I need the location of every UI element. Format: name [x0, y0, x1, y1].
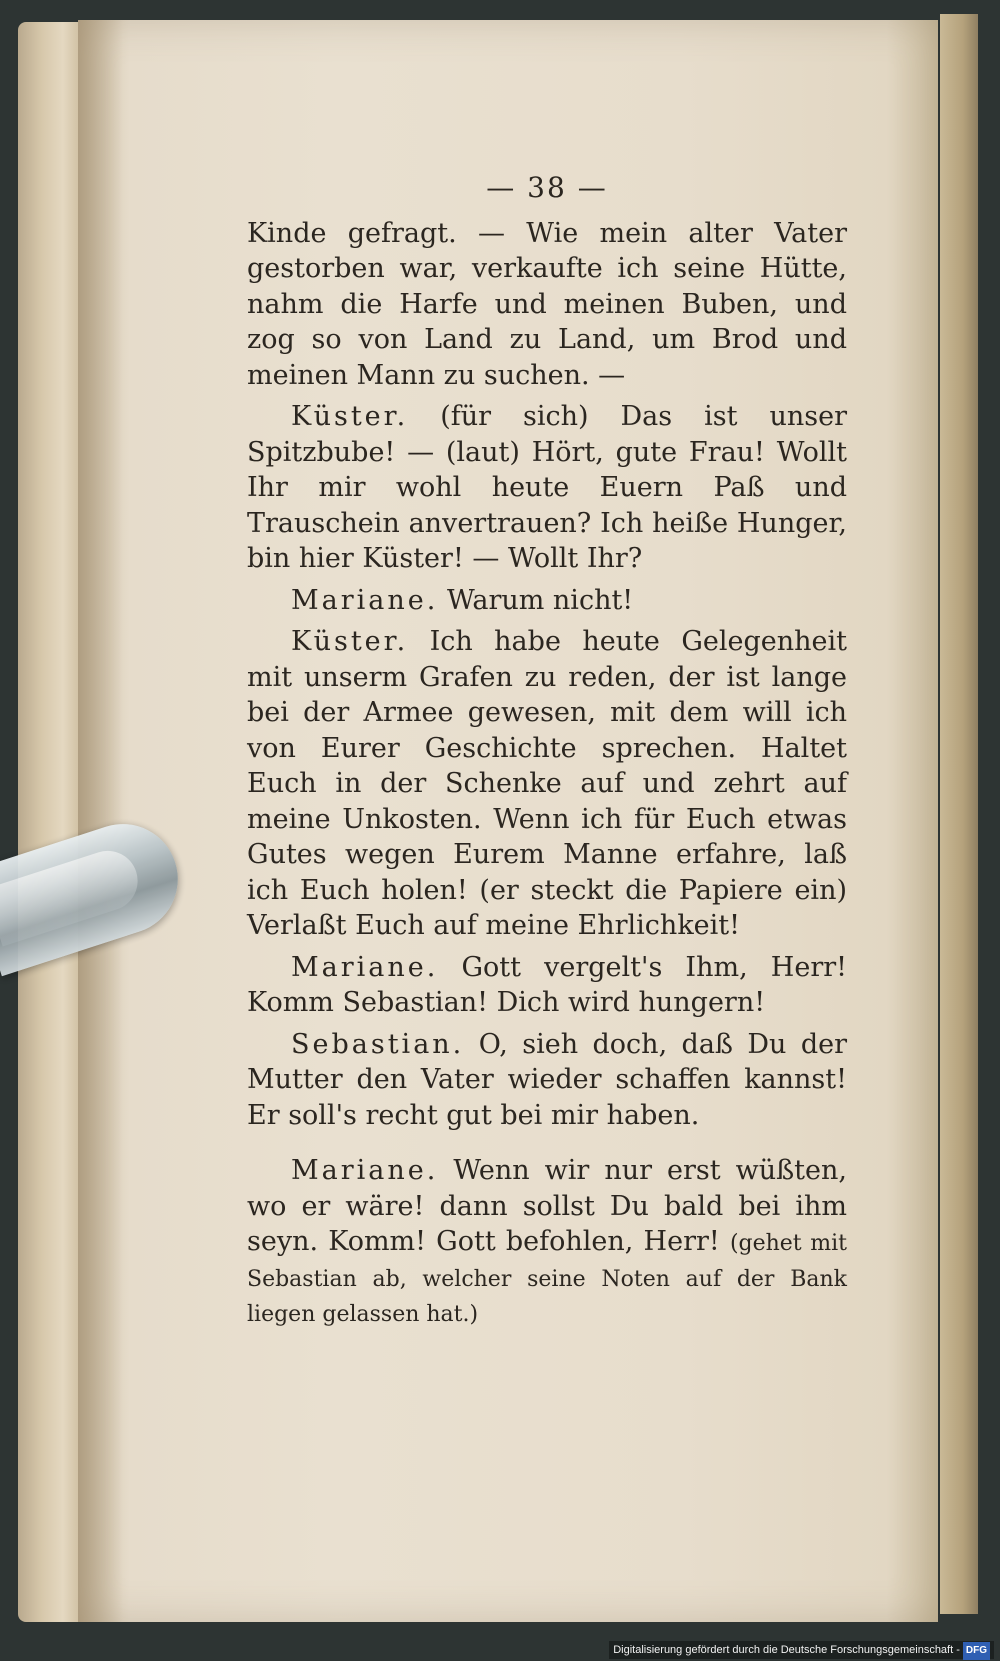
- page-gutter: [78, 20, 123, 1622]
- paragraph-text: Ich habe heute Gelegenheit mit unserm Grafen zu reden, der ist lange bei der Armee gewesen, mit dem will ich von Eurer Geschichte sprechen. Haltet Euch in der Schenke auf und zehrt auf meine Unkosten. Wenn ich für Euch etwas Gutes wegen Eurem Manne erfahre, laß ich Euch holen! (er steckt die Papiere ein) Verlaßt Euch auf meine Ehrlichkeit!: [247, 626, 847, 941]
- page-number: — 38 —: [486, 171, 608, 204]
- paragraph-text: Kinde gefragt. — Wie mein alter Vater gestorben war, verkaufte ich seine Hütte, nahm die Harfe und meinen Buben, und zog so von Land zu Land, um Brod und meinen Mann zu suchen. —: [247, 217, 847, 391]
- paragraph-2: [247, 399, 847, 577]
- digitization-credit: [609, 1641, 994, 1659]
- paragraph-text: O, sieh doch, daß Du der Mutter den Vater wieder schaffen kannst! Er soll's recht gut bei mir haben.: [247, 1028, 847, 1131]
- paragraph-3: [247, 583, 847, 619]
- paragraph-spacer: [247, 1139, 847, 1153]
- credit-text: Digitalisierung gefördert durch die Deutsche Forschungsgemeinschaft -: [613, 1644, 960, 1656]
- paragraph-text: Wenn wir nur erst wüßten, wo er wäre! dann sollst Du bald bei ihm seyn. Komm! Gott befohlen, Herr!: [247, 1155, 847, 1257]
- speaker-name: Mariane.: [291, 584, 439, 616]
- paragraph-5: [247, 950, 847, 1021]
- speaker-name: Küster.: [291, 401, 409, 432]
- paragraph-text: Warum nicht!: [446, 584, 634, 616]
- speaker-name: Sebastian.: [291, 1028, 465, 1060]
- speaker-name: Mariane.: [291, 951, 439, 983]
- paragraph-4: [247, 624, 847, 944]
- speaker-name: Mariane.: [291, 1155, 439, 1186]
- paragraph-text: Gott vergelt's Ihm, Herr! Komm Sebastian! Dich wird hungern!: [247, 951, 847, 1018]
- paragraph-7: [247, 1153, 847, 1331]
- page-text: [247, 170, 847, 1337]
- dfg-logo: DFG: [963, 1642, 990, 1660]
- stage-direction: (gehet mit Sebastian ab, welcher seine Noten auf der Bank liegen gelassen hat.): [247, 1231, 847, 1327]
- speaker-name: Küster.: [291, 626, 409, 657]
- paragraph-6: [247, 1027, 847, 1134]
- book-edge-left: [18, 22, 78, 1622]
- paragraph-text: (für sich) Das ist unser Spitzbube! — (laut) Hört, gute Frau! Wollt Ihr mir wohl heute Euern Paß und Trauschein anvertrauen? Ich heiße Hunger, bin hier Küster! — Wollt Ihr?: [247, 401, 847, 574]
- paragraph-1: [247, 216, 847, 394]
- clip-highlight: [0, 843, 145, 946]
- book-fore-edge: [940, 14, 978, 1614]
